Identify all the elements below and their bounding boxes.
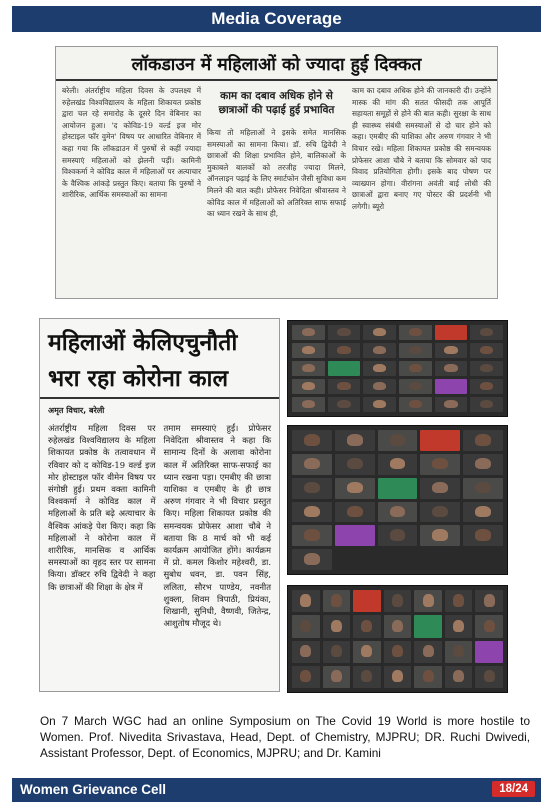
video-tile (445, 615, 473, 637)
event-caption: On 7 March WGC had an online Symposium on The Covid 19 World is more hostile to Women. Prof. Nivedita Srivastava, Head, Dept. of Chemistry, MJPRU; DR. Ruchi Dwivedi, Assistant Professor, Dept. of Economics, MJPRU; and Dr. Kamini (40, 714, 530, 760)
participant-face (304, 482, 320, 493)
video-tile (384, 641, 412, 663)
participant-face (347, 434, 363, 445)
participant-face (475, 458, 491, 469)
video-tile (328, 343, 361, 358)
participant-face (432, 482, 448, 493)
participant-face (373, 346, 386, 354)
participant-face (337, 328, 350, 336)
video-tile (292, 502, 332, 523)
video-tile (335, 430, 375, 451)
header-bar (12, 6, 541, 32)
video-tile (378, 478, 418, 499)
video-tile (399, 397, 432, 412)
participant-face (392, 620, 403, 632)
video-tile (335, 502, 375, 523)
participant-face (409, 400, 422, 408)
video-tile (463, 525, 503, 546)
participant-face (432, 506, 448, 517)
clipping-1-subhead: काम का दबाव अधिक होने से छात्राओं की पढ़ाई हुई प्रभावित (218, 90, 335, 116)
participant-face (304, 529, 320, 540)
video-tile (323, 641, 351, 663)
participant-face (475, 506, 491, 517)
participant-face (331, 670, 342, 682)
video-tile (414, 641, 442, 663)
participant-face (409, 328, 422, 336)
participant-face (304, 458, 320, 469)
video-tile (435, 325, 468, 340)
participant-face (392, 645, 403, 657)
participant-face (331, 620, 342, 632)
participant-face (302, 400, 315, 408)
video-tile (463, 454, 503, 475)
video-tile (292, 379, 325, 394)
participant-face (304, 434, 320, 445)
participant-face (453, 670, 464, 682)
participant-face (331, 594, 342, 606)
participant-face (337, 346, 350, 354)
newspaper-clipping-2 (39, 318, 280, 692)
participant-face (302, 346, 315, 354)
participant-face (373, 382, 386, 390)
video-tile (435, 379, 468, 394)
video-tile (470, 397, 503, 412)
clipping-2-column-2: तमाम समस्याएं हुईं। प्रोफेसर निवेदिता श्रीवास्तव ने कहा कि सामान्य दिनों के अलावा कोरोना काल में अतिरिक्त साफ-सफाई का ध्यान रखना पड़ा। एमबीए की छात्रा याशिका व एमबीए के ही छात्र अरुण गंगवार ने भी विचार प्रस्तुत किए। महिला शिकायत प्रकोष्ठ की समन्वयक प्रोफेसर आशा चौबे ने बताया कि 8 मार्च को भी कई कार्यक्रम आयोजित होंगे। कार्यक्रम में प्रो. कमल किशोर महेश्वरी, डा. सुबोध धवन, डा. पवन सिंह, ललिता, सौरभ पाण्डेय, नवनीत शुक्ला, शिवम त्रिपाठी, प्रियंका, शिखानी, सुनिधी, वैष्णवी, जितेन्द्र, आशुतोष मौजूद थे। (163, 423, 271, 629)
video-tile (420, 502, 460, 523)
participant-face (373, 364, 386, 372)
participant-face (390, 434, 406, 445)
section-title: Media Coverage (211, 9, 342, 28)
participant-face (337, 400, 350, 408)
video-tile (323, 615, 351, 637)
video-tile (463, 478, 503, 499)
video-tile (292, 615, 320, 637)
participant-face (409, 364, 422, 372)
video-tile (292, 525, 332, 546)
participant-face (300, 620, 311, 632)
participant-face (480, 382, 493, 390)
participant-face (361, 645, 372, 657)
video-tile (363, 361, 396, 376)
video-tile (323, 666, 351, 688)
clipping-2-headline-line-1: महिलाओं केलिएचुनौती (48, 330, 238, 356)
participant-face (302, 328, 315, 336)
video-tile (435, 343, 468, 358)
video-tile (420, 478, 460, 499)
video-tile (420, 454, 460, 475)
video-tile (399, 361, 432, 376)
participant-face (444, 346, 457, 354)
footer-label: Women Grievance Cell (20, 782, 167, 797)
participant-face (432, 458, 448, 469)
participant-face (390, 529, 406, 540)
participant-face (361, 670, 372, 682)
video-tile (445, 641, 473, 663)
video-tile (353, 590, 381, 612)
video-tile (420, 430, 460, 451)
participant-face (373, 400, 386, 408)
participant-face (480, 346, 493, 354)
participant-face (331, 645, 342, 657)
participant-face (453, 620, 464, 632)
video-tile (292, 478, 332, 499)
participant-face (423, 645, 434, 657)
video-tile (378, 502, 418, 523)
video-tile (292, 430, 332, 451)
participant-face (302, 382, 315, 390)
video-tile (463, 502, 503, 523)
video-tile (470, 343, 503, 358)
participant-face (453, 645, 464, 657)
zoom-screenshot-1 (287, 320, 508, 417)
video-tile (475, 615, 503, 637)
participant-face (302, 364, 315, 372)
participant-face (423, 670, 434, 682)
participant-face (390, 458, 406, 469)
video-tile (470, 325, 503, 340)
page-number-badge: 18/24 (492, 781, 535, 797)
video-tile (292, 590, 320, 612)
video-tile (292, 343, 325, 358)
video-tile (292, 549, 332, 570)
video-tile (399, 379, 432, 394)
clipping-1-headline: लॉकडाउन में महिलाओं को ज्यादा हुई दिक्कत (56, 47, 497, 81)
video-tile (420, 525, 460, 546)
video-tile (335, 525, 375, 546)
participant-face (484, 620, 495, 632)
participant-face (480, 364, 493, 372)
video-tile (435, 361, 468, 376)
participant-face (392, 670, 403, 682)
video-tile (378, 525, 418, 546)
video-tile (328, 397, 361, 412)
clipping-2-column-1: अंतर्राष्ट्रीय महिला दिवस पर रुहेलखंड विश्वविद्यालय के महिला शिकायत प्रकोष्ठ के तत्वावधान में रविवार को द कोविड-19 वर्ल्ड इज मोर होस्टाइल फॉर वीमेन विषय पर संगोष्ठी हुई। प्रथम वक्ता कामिनी विश्वकर्मा ने कोविड काल में महिलाओं के प्रति बढ़े अत्याचार के वैश्विक आंकड़े पेश किए। कहा कि महिलाओं ने कोरोना काल में शारीरिक, मानसिक व आर्थिक समस्याओं का वृहद स्तर पर सामना किया। डॉक्टर रुचि द्विवेदी ने कहा कि छात्राओं की शिक्षा के क्षेत्र में (48, 423, 156, 592)
participant-face (484, 670, 495, 682)
video-tile (445, 666, 473, 688)
video-tile (399, 325, 432, 340)
video-grid (292, 325, 503, 412)
participant-face (392, 594, 403, 606)
participant-face (347, 506, 363, 517)
video-tile (292, 454, 332, 475)
video-tile (292, 397, 325, 412)
participant-face (423, 594, 434, 606)
clipping-1-column-2: किया तो महिलाओं ने इसके समेत मानसिक समस्याओं का सामना किया। डॉ. रुचि द्विवेदी ने छात्राओं की शिक्षा प्रभावित होने, बालिकाओं के मुकाबले बालकों को तरजीह ज्यादा मिलने, ऑनलाइन पढ़ाई के लिए स्मार्टफोन जैसी सुविधा कम मिलने की बात कही। प्रोफेसर निवेदिता श्रीवास्तव ने कोविड काल में महिलाओं को अतिरिक्त साफ सफाई का ध्यान रखने के साथ ही, (207, 128, 346, 219)
video-tile (414, 615, 442, 637)
video-tile (414, 666, 442, 688)
participant-face (484, 594, 495, 606)
video-tile (435, 397, 468, 412)
video-tile (399, 343, 432, 358)
participant-face (480, 400, 493, 408)
newspaper-clipping-1 (55, 46, 498, 299)
video-tile (378, 430, 418, 451)
participant-face (475, 482, 491, 493)
video-grid (292, 430, 503, 570)
video-tile (475, 666, 503, 688)
participant-face (337, 382, 350, 390)
video-tile (353, 615, 381, 637)
zoom-screenshot-2 (287, 425, 508, 575)
participant-face (432, 529, 448, 540)
video-tile (328, 361, 361, 376)
participant-face (304, 553, 320, 564)
video-tile (363, 343, 396, 358)
video-tile (463, 430, 503, 451)
participant-face (361, 620, 372, 632)
participant-face (475, 529, 491, 540)
video-tile (363, 379, 396, 394)
participant-face (390, 506, 406, 517)
participant-face (300, 594, 311, 606)
participant-face (475, 434, 491, 445)
participant-face (300, 670, 311, 682)
video-tile (445, 590, 473, 612)
video-tile (384, 666, 412, 688)
video-tile (475, 641, 503, 663)
video-tile (292, 641, 320, 663)
video-tile (470, 361, 503, 376)
video-tile (363, 397, 396, 412)
footer-bar (12, 778, 541, 802)
video-tile (475, 590, 503, 612)
participant-face (444, 400, 457, 408)
participant-face (304, 506, 320, 517)
participant-face (373, 328, 386, 336)
participant-face (480, 328, 493, 336)
clipping-2-headline-line-2: भरा रहा कोरोना काल (40, 357, 279, 399)
video-tile (328, 379, 361, 394)
clipping-1-column-1: बरेली। अंतर्राष्ट्रीय महिला दिवस के उपलक्ष्य में रुहेलखंड विश्वविद्यालय के महिला शिकायत प्रकोष्ठ द्वारा चल रहे समारोह के दूसरे दिन वेबिनार का आयोजन हुआ। 'द कोविड-19 वर्ल्ड इज मोर होस्टाइल फॉर वुमेन' विषय पर आधारित वेबिनार में कहा गया कि लॉकडाउन में पुरुषों से कहीं ज्यादा समस्याएं महिलाओं को झेलनी पड़ीं। कामिनी विश्वकर्मा ने कोविड काल में महिलाओं पर अत्याचार के वैश्विक आंकड़े प्रस्तुत किए। बताया कि पुरुषों ने शारीरिक, आर्थिक समस्याओं का सामना (62, 86, 201, 200)
video-tile (378, 454, 418, 475)
participant-face (453, 594, 464, 606)
video-tile (335, 478, 375, 499)
video-tile (353, 641, 381, 663)
video-tile (292, 325, 325, 340)
participant-face (347, 458, 363, 469)
participant-face (347, 482, 363, 493)
video-tile (292, 666, 320, 688)
video-tile (414, 590, 442, 612)
clipping-1-column-3: काम का दबाव अधिक होने की जानकारी दी। उन्होंने मास्क की मांग की सतत फीसदी तक आपूर्ति सहायता समूहों से होने की बात कही। सुरक्षा के साथ ही स्वास्थ्य संबंधी समस्याओं से दो चार होने को कहा। एमबीए की याशिका और अरुण गंगवार ने भी विचार रखे। महिला शिकायत प्रकोष्ठ की समन्वयक प्रोफेसर आशा चौबे ने बताया कि सोमवार को पाद विवाद प्रतियोगिता होगी। इसके बाद पोषण पर व्याख्यान होगा। वीरांगना अवंती बाई लोधी की छात्राओं द्वारा बनाए गए पोस्टर की प्रदर्शनी भी लगेगी। ब्यूरो (352, 86, 491, 211)
participant-face (409, 346, 422, 354)
clipping-2-byline: अमृत विचार, बरेली (48, 406, 105, 415)
video-tile (335, 454, 375, 475)
zoom-screenshot-3 (287, 585, 508, 693)
video-tile (353, 666, 381, 688)
video-grid (292, 590, 503, 688)
participant-face (300, 645, 311, 657)
video-tile (363, 325, 396, 340)
video-tile (470, 379, 503, 394)
video-tile (292, 361, 325, 376)
video-tile (328, 325, 361, 340)
video-tile (384, 590, 412, 612)
video-tile (323, 590, 351, 612)
video-tile (384, 615, 412, 637)
participant-face (409, 382, 422, 390)
participant-face (444, 364, 457, 372)
